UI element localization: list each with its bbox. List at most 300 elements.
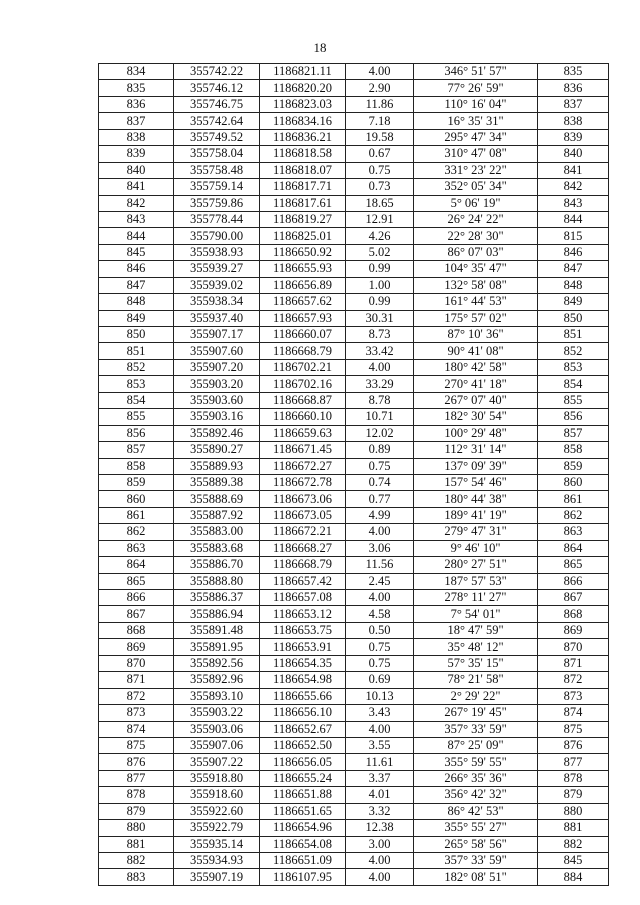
next-point-cell: 847	[538, 261, 609, 277]
x-coordinate-cell: 355778.44	[174, 211, 260, 227]
bearing-cell: 180° 42' 58"	[414, 359, 538, 375]
table-row	[99, 869, 609, 885]
bearing-cell: 161° 44' 53"	[414, 294, 538, 310]
bearing-cell: 9° 46' 10"	[414, 540, 538, 556]
distance-cell: 4.58	[346, 606, 414, 622]
bearing-cell: 26° 24' 22"	[414, 211, 538, 227]
x-coordinate-cell: 355903.20	[174, 376, 260, 392]
x-coordinate-cell: 355939.02	[174, 277, 260, 293]
distance-cell: 2.90	[346, 80, 414, 96]
table-row	[99, 474, 609, 490]
y-coordinate-cell: 1186107.95	[260, 869, 346, 885]
next-point-cell: 840	[538, 146, 609, 162]
bearing-cell: 87° 10' 36"	[414, 327, 538, 343]
distance-cell: 4.99	[346, 507, 414, 523]
x-coordinate-cell: 355907.17	[174, 327, 260, 343]
bearing-cell: 182° 08' 51"	[414, 869, 538, 885]
bearing-cell: 18° 47' 59"	[414, 622, 538, 638]
next-point-cell: 875	[538, 721, 609, 737]
distance-cell: 1.00	[346, 277, 414, 293]
next-point-cell: 842	[538, 179, 609, 195]
point-number-cell: 872	[99, 688, 174, 704]
y-coordinate-cell: 1186817.71	[260, 179, 346, 195]
distance-cell: 8.78	[346, 392, 414, 408]
next-point-cell: 865	[538, 557, 609, 573]
x-coordinate-cell: 355922.60	[174, 803, 260, 819]
y-coordinate-cell: 1186659.63	[260, 425, 346, 441]
table-row	[99, 359, 609, 375]
point-number-cell: 869	[99, 639, 174, 655]
table-row	[99, 836, 609, 852]
bearing-cell: 352° 05' 34"	[414, 179, 538, 195]
bearing-cell: 355° 55' 27"	[414, 820, 538, 836]
point-number-cell: 839	[99, 146, 174, 162]
distance-cell: 0.73	[346, 179, 414, 195]
distance-cell: 3.43	[346, 705, 414, 721]
table-row	[99, 721, 609, 737]
point-number-cell: 842	[99, 195, 174, 211]
point-number-cell: 878	[99, 787, 174, 803]
y-coordinate-cell: 1186818.58	[260, 146, 346, 162]
x-coordinate-cell: 355938.93	[174, 244, 260, 260]
table-row	[99, 540, 609, 556]
point-number-cell: 870	[99, 655, 174, 671]
point-number-cell: 871	[99, 672, 174, 688]
y-coordinate-cell: 1186652.50	[260, 737, 346, 753]
x-coordinate-cell: 355888.80	[174, 573, 260, 589]
next-point-cell: 844	[538, 211, 609, 227]
x-coordinate-cell: 355759.86	[174, 195, 260, 211]
x-coordinate-cell: 355938.34	[174, 294, 260, 310]
y-coordinate-cell: 1186668.27	[260, 540, 346, 556]
table-row	[99, 524, 609, 540]
distance-cell: 11.61	[346, 754, 414, 770]
table-row	[99, 80, 609, 96]
y-coordinate-cell: 1186818.07	[260, 162, 346, 178]
table-row	[99, 622, 609, 638]
table-row	[99, 64, 609, 80]
point-number-cell: 850	[99, 327, 174, 343]
distance-cell: 11.86	[346, 96, 414, 112]
point-number-cell: 834	[99, 64, 174, 80]
bearing-cell: 16° 35' 31"	[414, 113, 538, 129]
distance-cell: 3.32	[346, 803, 414, 819]
coordinates-table	[98, 63, 609, 886]
next-point-cell: 878	[538, 770, 609, 786]
distance-cell: 4.00	[346, 869, 414, 885]
x-coordinate-cell: 355935.14	[174, 836, 260, 852]
x-coordinate-cell: 355903.22	[174, 705, 260, 721]
table-row	[99, 770, 609, 786]
y-coordinate-cell: 1186817.61	[260, 195, 346, 211]
distance-cell: 0.75	[346, 162, 414, 178]
bearing-cell: 77° 26' 59"	[414, 80, 538, 96]
distance-cell: 33.29	[346, 376, 414, 392]
point-number-cell: 863	[99, 540, 174, 556]
distance-cell: 7.18	[346, 113, 414, 129]
x-coordinate-cell: 355886.37	[174, 590, 260, 606]
bearing-cell: 356° 42' 32"	[414, 787, 538, 803]
table-row	[99, 343, 609, 359]
next-point-cell: 869	[538, 622, 609, 638]
table-row	[99, 162, 609, 178]
table-row	[99, 820, 609, 836]
next-point-cell: 867	[538, 590, 609, 606]
next-point-cell: 853	[538, 359, 609, 375]
distance-cell: 12.38	[346, 820, 414, 836]
y-coordinate-cell: 1186654.96	[260, 820, 346, 836]
bearing-cell: 295° 47' 34"	[414, 129, 538, 145]
table-row	[99, 688, 609, 704]
next-point-cell: 876	[538, 737, 609, 753]
table-row	[99, 672, 609, 688]
next-point-cell: 815	[538, 228, 609, 244]
distance-cell: 0.99	[346, 261, 414, 277]
next-point-cell: 872	[538, 672, 609, 688]
table-row	[99, 573, 609, 589]
next-point-cell: 870	[538, 639, 609, 655]
next-point-cell: 882	[538, 836, 609, 852]
x-coordinate-cell: 355892.56	[174, 655, 260, 671]
table-row	[99, 557, 609, 573]
bearing-cell: 86° 42' 53"	[414, 803, 538, 819]
table-row	[99, 655, 609, 671]
point-number-cell: 860	[99, 491, 174, 507]
y-coordinate-cell: 1186673.05	[260, 507, 346, 523]
next-point-cell: 861	[538, 491, 609, 507]
next-point-cell: 850	[538, 310, 609, 326]
table-row	[99, 96, 609, 112]
x-coordinate-cell: 355759.14	[174, 179, 260, 195]
table-row	[99, 409, 609, 425]
distance-cell: 0.89	[346, 442, 414, 458]
next-point-cell: 880	[538, 803, 609, 819]
point-number-cell: 851	[99, 343, 174, 359]
x-coordinate-cell: 355889.38	[174, 474, 260, 490]
y-coordinate-cell: 1186651.88	[260, 787, 346, 803]
distance-cell: 3.37	[346, 770, 414, 786]
next-point-cell: 858	[538, 442, 609, 458]
point-number-cell: 883	[99, 869, 174, 885]
point-number-cell: 867	[99, 606, 174, 622]
next-point-cell: 879	[538, 787, 609, 803]
distance-cell: 12.02	[346, 425, 414, 441]
bearing-cell: 278° 11' 27"	[414, 590, 538, 606]
y-coordinate-cell: 1186657.08	[260, 590, 346, 606]
x-coordinate-cell: 355903.06	[174, 721, 260, 737]
table-row	[99, 277, 609, 293]
y-coordinate-cell: 1186821.11	[260, 64, 346, 80]
next-point-cell: 854	[538, 376, 609, 392]
x-coordinate-cell: 355934.93	[174, 853, 260, 869]
table-row	[99, 425, 609, 441]
x-coordinate-cell: 355887.92	[174, 507, 260, 523]
distance-cell: 10.13	[346, 688, 414, 704]
y-coordinate-cell: 1186673.06	[260, 491, 346, 507]
distance-cell: 18.65	[346, 195, 414, 211]
point-number-cell: 855	[99, 409, 174, 425]
table-row	[99, 294, 609, 310]
point-number-cell: 866	[99, 590, 174, 606]
next-point-cell: 857	[538, 425, 609, 441]
point-number-cell: 873	[99, 705, 174, 721]
point-number-cell: 853	[99, 376, 174, 392]
distance-cell: 4.00	[346, 359, 414, 375]
next-point-cell: 871	[538, 655, 609, 671]
y-coordinate-cell: 1186668.87	[260, 392, 346, 408]
table-row	[99, 244, 609, 260]
next-point-cell: 866	[538, 573, 609, 589]
table-row	[99, 787, 609, 803]
next-point-cell: 863	[538, 524, 609, 540]
bearing-cell: 90° 41' 08"	[414, 343, 538, 359]
distance-cell: 2.45	[346, 573, 414, 589]
distance-cell: 11.56	[346, 557, 414, 573]
y-coordinate-cell: 1186657.93	[260, 310, 346, 326]
point-number-cell: 857	[99, 442, 174, 458]
y-coordinate-cell: 1186651.65	[260, 803, 346, 819]
point-number-cell: 874	[99, 721, 174, 737]
y-coordinate-cell: 1186654.35	[260, 655, 346, 671]
x-coordinate-cell: 355890.27	[174, 442, 260, 458]
x-coordinate-cell: 355758.04	[174, 146, 260, 162]
bearing-cell: 279° 47' 31"	[414, 524, 538, 540]
bearing-cell: 2° 29' 22"	[414, 688, 538, 704]
distance-cell: 4.00	[346, 721, 414, 737]
bearing-cell: 270° 41' 18"	[414, 376, 538, 392]
table-row	[99, 179, 609, 195]
table-row	[99, 737, 609, 753]
bearing-cell: 110° 16' 04"	[414, 96, 538, 112]
bearing-cell: 137° 09' 39"	[414, 458, 538, 474]
distance-cell: 0.75	[346, 655, 414, 671]
bearing-cell: 180° 44' 38"	[414, 491, 538, 507]
table-row	[99, 458, 609, 474]
bearing-cell: 267° 19' 45"	[414, 705, 538, 721]
x-coordinate-cell: 355892.96	[174, 672, 260, 688]
point-number-cell: 868	[99, 622, 174, 638]
x-coordinate-cell: 355886.94	[174, 606, 260, 622]
point-number-cell: 875	[99, 737, 174, 753]
bearing-cell: 22° 28' 30"	[414, 228, 538, 244]
x-coordinate-cell: 355790.00	[174, 228, 260, 244]
table-row	[99, 129, 609, 145]
bearing-cell: 310° 47' 08"	[414, 146, 538, 162]
distance-cell: 0.50	[346, 622, 414, 638]
y-coordinate-cell: 1186656.05	[260, 754, 346, 770]
point-number-cell: 881	[99, 836, 174, 852]
point-number-cell: 859	[99, 474, 174, 490]
point-number-cell: 844	[99, 228, 174, 244]
table-row	[99, 491, 609, 507]
page-number: 18	[313, 40, 327, 55]
point-number-cell: 862	[99, 524, 174, 540]
point-number-cell: 848	[99, 294, 174, 310]
y-coordinate-cell: 1186654.98	[260, 672, 346, 688]
table-row	[99, 754, 609, 770]
next-point-cell: 837	[538, 96, 609, 112]
x-coordinate-cell: 355918.60	[174, 787, 260, 803]
distance-cell: 30.31	[346, 310, 414, 326]
x-coordinate-cell: 355746.12	[174, 80, 260, 96]
distance-cell: 3.00	[346, 836, 414, 852]
y-coordinate-cell: 1186702.16	[260, 376, 346, 392]
next-point-cell: 864	[538, 540, 609, 556]
y-coordinate-cell: 1186836.21	[260, 129, 346, 145]
distance-cell: 0.67	[346, 146, 414, 162]
table-row	[99, 803, 609, 819]
distance-cell: 0.75	[346, 639, 414, 655]
distance-cell: 3.55	[346, 737, 414, 753]
next-point-cell: 838	[538, 113, 609, 129]
x-coordinate-cell: 355892.46	[174, 425, 260, 441]
table-row	[99, 146, 609, 162]
x-coordinate-cell: 355907.20	[174, 359, 260, 375]
table-row	[99, 639, 609, 655]
point-number-cell: 841	[99, 179, 174, 195]
x-coordinate-cell: 355891.48	[174, 622, 260, 638]
bearing-cell: 357° 33' 59"	[414, 721, 538, 737]
x-coordinate-cell: 355888.69	[174, 491, 260, 507]
y-coordinate-cell: 1186702.21	[260, 359, 346, 375]
x-coordinate-cell: 355903.60	[174, 392, 260, 408]
x-coordinate-cell: 355907.19	[174, 869, 260, 885]
x-coordinate-cell: 355937.40	[174, 310, 260, 326]
distance-cell: 8.73	[346, 327, 414, 343]
distance-cell: 12.91	[346, 211, 414, 227]
point-number-cell: 877	[99, 770, 174, 786]
y-coordinate-cell: 1186655.66	[260, 688, 346, 704]
distance-cell: 4.00	[346, 590, 414, 606]
y-coordinate-cell: 1186655.93	[260, 261, 346, 277]
bearing-cell: 280° 27' 51"	[414, 557, 538, 573]
point-number-cell: 838	[99, 129, 174, 145]
point-number-cell: 864	[99, 557, 174, 573]
bearing-cell: 86° 07' 03"	[414, 244, 538, 260]
distance-cell: 0.74	[346, 474, 414, 490]
x-coordinate-cell: 355891.95	[174, 639, 260, 655]
table-row	[99, 705, 609, 721]
y-coordinate-cell: 1186653.75	[260, 622, 346, 638]
x-coordinate-cell: 355918.80	[174, 770, 260, 786]
distance-cell: 33.42	[346, 343, 414, 359]
y-coordinate-cell: 1186820.20	[260, 80, 346, 96]
next-point-cell: 855	[538, 392, 609, 408]
distance-cell: 0.99	[346, 294, 414, 310]
next-point-cell: 860	[538, 474, 609, 490]
bearing-cell: 175° 57' 02"	[414, 310, 538, 326]
distance-cell: 4.00	[346, 524, 414, 540]
distance-cell: 3.06	[346, 540, 414, 556]
distance-cell: 19.58	[346, 129, 414, 145]
y-coordinate-cell: 1186651.09	[260, 853, 346, 869]
y-coordinate-cell: 1186656.10	[260, 705, 346, 721]
x-coordinate-cell: 355758.48	[174, 162, 260, 178]
bearing-cell: 5° 06' 19"	[414, 195, 538, 211]
point-number-cell: 879	[99, 803, 174, 819]
y-coordinate-cell: 1186819.27	[260, 211, 346, 227]
y-coordinate-cell: 1186653.91	[260, 639, 346, 655]
point-number-cell: 847	[99, 277, 174, 293]
bearing-cell: 78° 21' 58"	[414, 672, 538, 688]
x-coordinate-cell: 355889.93	[174, 458, 260, 474]
y-coordinate-cell: 1186657.42	[260, 573, 346, 589]
bearing-cell: 189° 41' 19"	[414, 507, 538, 523]
table-row	[99, 442, 609, 458]
table-row	[99, 228, 609, 244]
y-coordinate-cell: 1186650.92	[260, 244, 346, 260]
next-point-cell: 868	[538, 606, 609, 622]
point-number-cell: 876	[99, 754, 174, 770]
x-coordinate-cell: 355903.16	[174, 409, 260, 425]
point-number-cell: 835	[99, 80, 174, 96]
point-number-cell: 836	[99, 96, 174, 112]
point-number-cell: 880	[99, 820, 174, 836]
point-number-cell: 837	[99, 113, 174, 129]
y-coordinate-cell: 1186655.24	[260, 770, 346, 786]
next-point-cell: 848	[538, 277, 609, 293]
x-coordinate-cell: 355907.60	[174, 343, 260, 359]
table-row	[99, 392, 609, 408]
point-number-cell: 840	[99, 162, 174, 178]
y-coordinate-cell: 1186668.79	[260, 557, 346, 573]
table-row	[99, 606, 609, 622]
y-coordinate-cell: 1186672.78	[260, 474, 346, 490]
y-coordinate-cell: 1186672.21	[260, 524, 346, 540]
x-coordinate-cell: 355907.22	[174, 754, 260, 770]
bearing-cell: 267° 07' 40"	[414, 392, 538, 408]
y-coordinate-cell: 1186825.01	[260, 228, 346, 244]
x-coordinate-cell: 355883.00	[174, 524, 260, 540]
next-point-cell: 877	[538, 754, 609, 770]
x-coordinate-cell: 355922.79	[174, 820, 260, 836]
distance-cell: 4.00	[346, 853, 414, 869]
y-coordinate-cell: 1186671.45	[260, 442, 346, 458]
distance-cell: 0.69	[346, 672, 414, 688]
point-number-cell: 849	[99, 310, 174, 326]
next-point-cell: 874	[538, 705, 609, 721]
next-point-cell: 856	[538, 409, 609, 425]
bearing-cell: 100° 29' 48"	[414, 425, 538, 441]
next-point-cell: 849	[538, 294, 609, 310]
point-number-cell: 865	[99, 573, 174, 589]
x-coordinate-cell: 355749.52	[174, 129, 260, 145]
bearing-cell: 331° 23' 22"	[414, 162, 538, 178]
next-point-cell: 881	[538, 820, 609, 836]
bearing-cell: 132° 58' 08"	[414, 277, 538, 293]
bearing-cell: 87° 25' 09"	[414, 737, 538, 753]
distance-cell: 4.00	[346, 64, 414, 80]
x-coordinate-cell: 355742.64	[174, 113, 260, 129]
bearing-cell: 112° 31' 14"	[414, 442, 538, 458]
table-row	[99, 113, 609, 129]
point-number-cell: 856	[99, 425, 174, 441]
distance-cell: 0.77	[346, 491, 414, 507]
bearing-cell: 157° 54' 46"	[414, 474, 538, 490]
table-row	[99, 853, 609, 869]
x-coordinate-cell: 355742.22	[174, 64, 260, 80]
next-point-cell: 851	[538, 327, 609, 343]
distance-cell: 10.71	[346, 409, 414, 425]
table-row	[99, 310, 609, 326]
next-point-cell: 859	[538, 458, 609, 474]
y-coordinate-cell: 1186654.08	[260, 836, 346, 852]
point-number-cell: 861	[99, 507, 174, 523]
y-coordinate-cell: 1186657.62	[260, 294, 346, 310]
table-row	[99, 376, 609, 392]
y-coordinate-cell: 1186823.03	[260, 96, 346, 112]
y-coordinate-cell: 1186668.79	[260, 343, 346, 359]
